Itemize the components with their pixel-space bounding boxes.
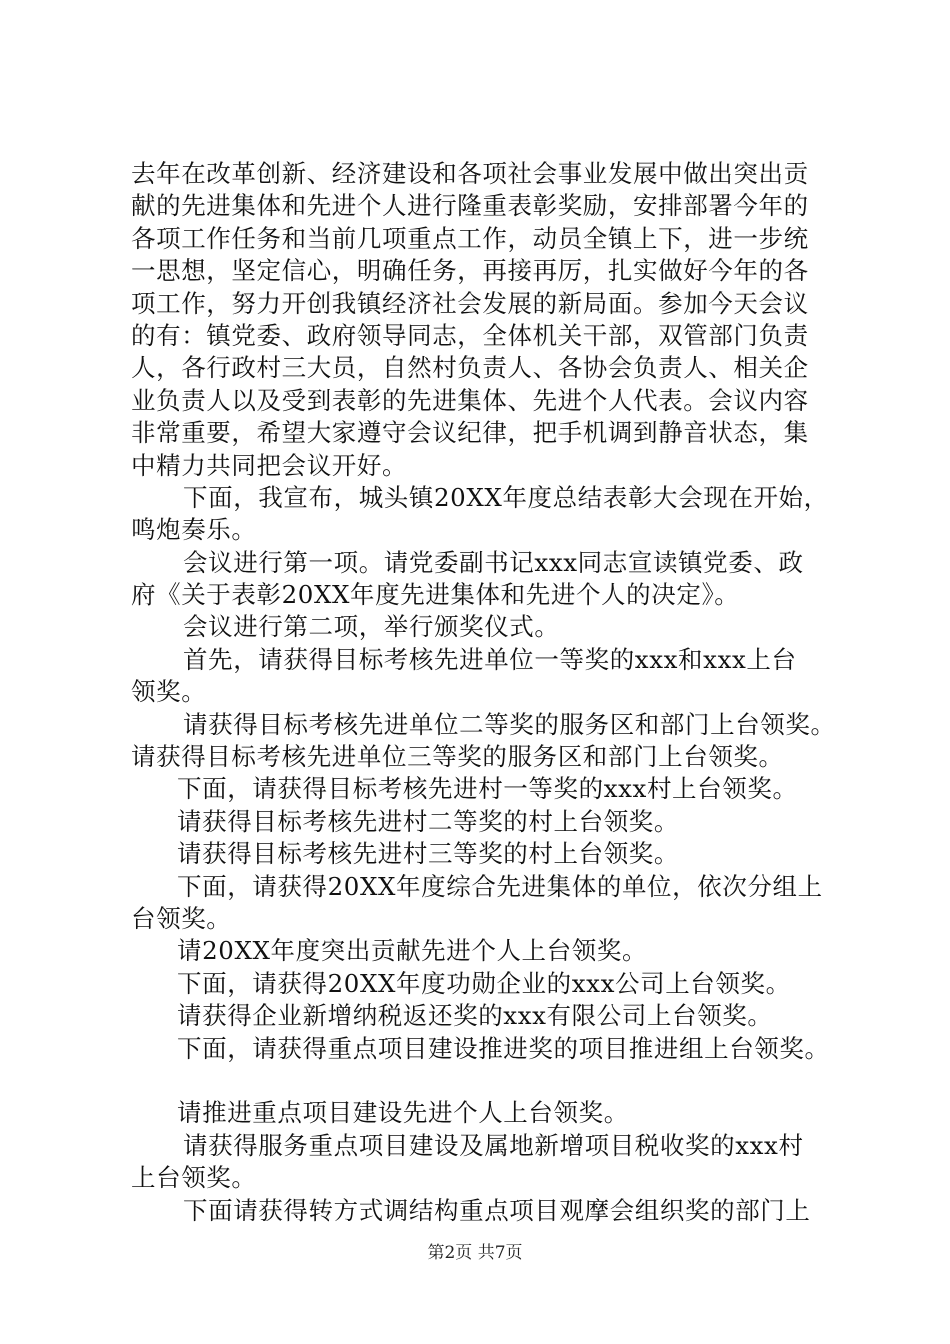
paragraph-line: 台领奖。 — [131, 903, 232, 933]
paragraph-line: 会议进行第一项。请党委副书记xxx同志宣读镇党委、政 — [183, 547, 804, 577]
paragraph-line: 的有：镇党委、政府领导同志，全体机关干部，双管部门负责 — [131, 320, 809, 350]
paragraph-line: 请20XX年度突出贡献先进个人上台领奖。 — [177, 936, 648, 966]
paragraph-line: 中精力共同把会议开好。 — [131, 450, 408, 480]
paragraph-line: 请获得目标考核先进村二等奖的村上台领奖。 — [177, 806, 679, 836]
paragraph-line: 下面请获得转方式调结构重点项目观摩会组织奖的部门上 — [183, 1195, 811, 1225]
paragraph-line: 业负责人以及受到表彰的先进集体、先进个人代表。会议内容 — [131, 385, 809, 415]
paragraph-line: 下面，请获得目标考核先进村一等奖的xxx村上台领奖。 — [177, 774, 798, 804]
blank-line — [131, 1065, 851, 1097]
paragraph-line: 请获得目标考核先进单位三等奖的服务区和部门上台领奖。 — [131, 742, 784, 772]
paragraph-line: 各项工作任务和当前几项重点工作，动员全镇上下，进一步统 — [131, 223, 809, 253]
paragraph-line: 下面，我宣布，城头镇20XX年度总结表彰大会现在开始， — [183, 482, 829, 512]
paragraph-line: 首先，请获得目标考核先进单位一等奖的xxx和xxx上台 — [183, 644, 797, 674]
paragraph-line: 请获得企业新增纳税返还奖的xxx有限公司上台领奖。 — [177, 1001, 773, 1031]
page-number-footer: 第2页 共7页 — [427, 1243, 523, 1263]
paragraph-line: 一思想，坚定信心，明确任务，再接再厉，扎实做好今年的各 — [131, 256, 809, 286]
paragraph-line: 鸣炮奏乐。 — [131, 515, 257, 545]
document-body — [131, 158, 851, 1227]
paragraph-line: 下面，请获得20XX年度综合先进集体的单位，依次分组上 — [177, 871, 823, 901]
paragraph-line: 请获得目标考核先进单位二等奖的服务区和部门上台领奖。 — [183, 709, 836, 739]
paragraph-line: 上台领奖。 — [131, 1163, 257, 1193]
paragraph-line: 请推进重点项目建设先进个人上台领奖。 — [177, 1098, 629, 1128]
paragraph-line: 领奖。 — [131, 677, 207, 707]
paragraph-line: 去年在改革创新、经济建设和各项社会事业发展中做出突出贡 — [131, 159, 809, 188]
paragraph-line: 下面，请获得20XX年度功勋企业的xxx公司上台领奖。 — [177, 968, 791, 998]
paragraph-line: 会议进行第二项，举行颁奖仪式。 — [183, 612, 560, 642]
paragraph-line: 下面，请获得重点项目建设推进奖的项目推进组上台领奖。 — [177, 1033, 830, 1063]
paragraph-line: 人，各行政村三大员，自然村负责人、各协会负责人、相关企 — [131, 353, 809, 383]
paragraph-line: 项工作，努力开创我镇经济社会发展的新局面。参加今天会议 — [131, 288, 809, 318]
paragraph-line: 府《关于表彰20XX年度先进集体和先进个人的决定》。 — [131, 580, 740, 610]
paragraph-line: 献的先进集体和先进个人进行隆重表彰奖励，安排部署今年的 — [131, 191, 809, 221]
paragraph-line: 请获得目标考核先进村三等奖的村上台领奖。 — [177, 839, 679, 869]
paragraph-line: 请获得服务重点项目建设及属地新增项目税收奖的xxx村 — [183, 1130, 804, 1160]
paragraph-line: 非常重要，希望大家遵守会议纪律，把手机调到静音状态，集 — [131, 418, 809, 448]
